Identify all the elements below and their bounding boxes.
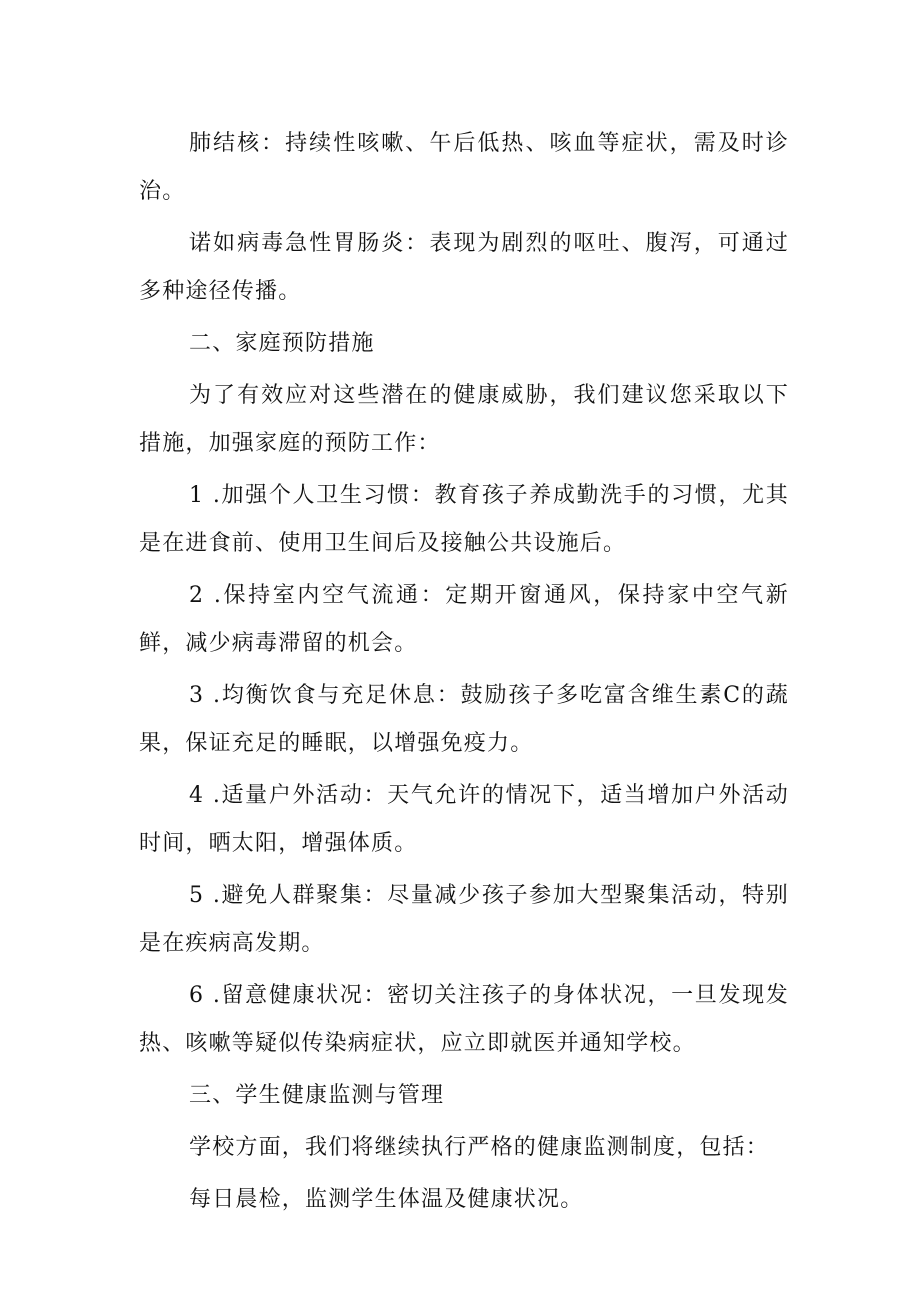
list-item-avoid-crowds: 5 .避免人群聚集：尽量减少孩子参加大型聚集活动，特别是在疾病高发期。 xyxy=(139,883,789,956)
section-heading-family-prevention: 二、家庭预防措施 xyxy=(189,331,375,356)
paragraph-norovirus: 诺如病毒急性胃肠炎：表现为剧烈的呕吐、腹泻，可通过多种途径传播。 xyxy=(139,231,789,304)
paragraph-tuberculosis: 肺结核：持续性咳嗽、午后低热、咳血等症状，需及时诊治。 xyxy=(139,131,789,204)
document-body xyxy=(139,120,789,1228)
section-heading-student-health: 三、学生健康监测与管理 xyxy=(189,1083,445,1108)
list-item-diet-rest: 3 .均衡饮食与充足休息：鼓励孩子多吃富含维生素C的蔬果，保证充足的睡眠，以增强免疫力。 xyxy=(139,683,789,756)
list-item-hygiene: 1 .加强个人卫生习惯：教育孩子养成勤洗手的习惯，尤其是在进食前、使用卫生间后及接触公共设施后。 xyxy=(139,483,789,556)
list-item-outdoor-activity: 4 .适量户外活动：天气允许的情况下，适当增加户外活动时间，晒太阳，增强体质。 xyxy=(139,783,789,856)
list-item-health-monitoring: 6 .留意健康状况：密切关注孩子的身体状况，一旦发现发热、咳嗽等疑似传染病症状，应立即就医并通知学校。 xyxy=(139,983,789,1056)
list-item-ventilation: 2 .保持室内空气流通：定期开窗通风，保持家中空气新鲜，减少病毒滞留的机会。 xyxy=(139,583,789,656)
paragraph-prevention-intro: 为了有效应对这些潜在的健康威胁，我们建议您采取以下措施，加强家庭的预防工作： xyxy=(139,383,789,456)
paragraph-school-monitoring: 学校方面，我们将继续执行严格的健康监测制度，包括： xyxy=(189,1135,770,1160)
paragraph-morning-check: 每日晨检，监测学生体温及健康状况。 xyxy=(189,1187,584,1212)
